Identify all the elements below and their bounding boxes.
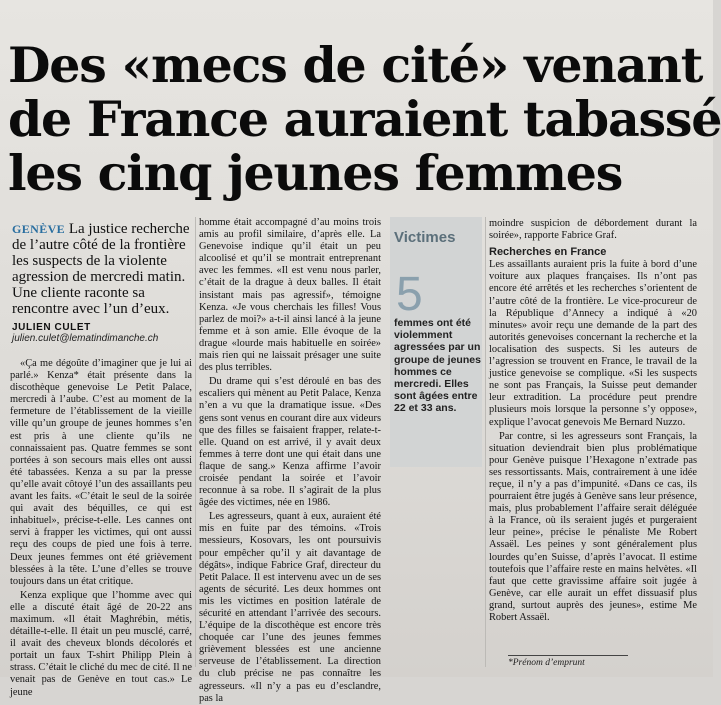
headline-line-1: Des «mecs de cité» venant	[8, 36, 703, 94]
headline	[8, 36, 721, 202]
paragraph: Par contre, si les agresseurs sont Français, la situation deviendrait bien plus problématique pour Genève puisque l’Hexagone n’extrade pas ses ressortissants. Mais, contrairement à une idée reçue, il n’y a pas d’impunité. «Dans ce cas, ils pourraient être jugés à Genève sans leur présence, mais, plus probablement l’affaire serait déléguée à la France, où ils seraient jugés et purgeraient leur peine», précise le pénaliste Me Robert Assaël. Les peines y sont généralement plus lourdes qu’en Suisse, d’après l’avocat. Il estime toutefois que l’affaire reste en mains helvètes. «Il faut que cette gravissime affaire soit jugée à Genève, car elle aurait un effet dissuasif plus grand, surtout auprès des jeunes», estime Me Robert Assaël.	[489, 430, 697, 623]
paragraph: Du drame qui s’est déroulé en bas des escaliers qui mènent au Petit Palace, Kenza n’en a vu que la dramatique issue. «Des gens sont venus en courant dire aux videurs que des filles se faisaient frapper, relate-t-elle. Quand on est arrivé, il y avait deux femmes à terre dont une qui était dans une flaque de sang.» Kenza affirme l’avoir croisée pendant la soirée et l’avoir reconnue à sa robe. Il s’agirait de la plus âgée des victimes, née en 1986.	[199, 376, 381, 509]
column-2	[199, 217, 381, 705]
factbox-title: Victimes	[394, 229, 456, 246]
author-name: JULIEN CULET	[12, 322, 91, 333]
column-divider	[195, 217, 196, 667]
author-email: julien.culet@lematindimanche.ch	[12, 333, 159, 344]
dateline-place: GENÈVE	[12, 222, 66, 236]
column-divider	[485, 217, 486, 667]
paragraph: homme était accompagné d’au moins trois amis au profil similaire, d’après elle. La Genevoise indique qu’il était un peu alcoolisé et qu’il se montrait entreprenant avec les femmes. «Il est venu nous parler, c’était de la drague à deux balles. Il était insistant mais pas agressif», témoigne Kenza. «Je vous cherchais les filles! Vous parlez de moi?» a-t-il ainsi lancé à la jeune femme et à son amie. Elle évoque de la drague «lourde mais habituelle en soirée» mais rien qui ne laissait présager une suite des plus terribles.	[199, 217, 381, 374]
headline-line-3: les cinq jeunes femmes	[8, 144, 623, 202]
column-4	[489, 218, 697, 624]
factbox-number: 5	[396, 268, 423, 321]
subheading: Recherches en France	[489, 246, 607, 259]
paragraph: Les agresseurs, quant à eux, auraient été mis en fuite par des témoins. «Trois messieurs, Kosovars, les ont poursuivis pour empêcher qu’il y ait davantage de dégâts», indique Fabrice Graf, directeur du Petit Palace. Il est intervenu avec un de ses agents de sécurité. Les deux hommes ont mis les victimes en position latérale de sécurité en attendant l’arrivée des secours. L’équipe de la discothèque est encore très choquée car l’une des jeunes femmes grièvement blessées est une ancienne serveuse de l’établissement. La direction du club précise ne pas connaître les agresseurs. «Il n’y a pas eu d’esclandre, pas la	[199, 511, 381, 704]
paragraph: Kenza explique que l’homme avec qui elle a discuté était âgé de 20-22 ans maximum. «Il était Maghrébin, métis, détaille-t-elle. Il était un peu musclé, carré, il avait des cheveux blonds décolorés et portait un faux T-shirt Philipp Plein à strass. C’était le cliché du mec de cité. Il ne venait pas de Genève en tout cas.» Le jeune	[10, 589, 192, 698]
lead-paragraph	[12, 221, 192, 317]
victims-factbox	[390, 217, 482, 467]
lead-text: La justice recherche de l’autre côté de la frontière les suspects de la violente agression de mercredi matin. Une cliente raconte sa rencontre avec l’un d’eux.	[12, 221, 190, 317]
headline-line-2: de France auraient tabassé	[8, 90, 721, 148]
byline	[12, 322, 192, 344]
column-1	[10, 358, 192, 699]
footnote: *Prénom d’emprunt	[508, 655, 628, 668]
paragraph: «Ça me dégoûte d’imaginer que je lui ai parlé.» Kenza* était présente dans la discothèque genevoise Le Petit Palace, mercredi à l’aube. C’est au moment de la fermeture de l’établissement de la vieille ville qu’un groupe de jeunes hommes s’en est pris à une cliente qu’ils ne connaissaient pas. Quatre femmes se sont portées à son secours mais elles ont aussi été tabassées. Kenza a su par la presse qu’elle avait côtoyé l’un des assaillants peu avant les faits. «C’était le seul de la soirée qui avait des béquilles, ce qui est inhabituel», précise-t-elle. Les cannes ont servi à frapper les victimes, qui ont aussi reçu des coups de pied une fois à terre. Deux jeunes femmes ont été grièvement blessées à la tête. L’une d’elles se trouve toujours dans un état critique.	[10, 358, 192, 587]
paragraph: Les assaillants auraient pris la fuite à bord d’une voiture aux plaques françaises. Ils n’ont pas encore été arrêtés et les recherches s’orientent de l’autre côté de la frontière. Le vice-procureur de la République d’Annecy a indiqué à «20 minutes» avoir reçu une demande de la part des autorités genevoises concernant la recherche et la localisation des suspects. Si les auteurs de l’agression se trouvent en France, le travail de la justice genevoise se complique. «Si les suspects ne sont pas Français, la Suisse peut demander leur extradition. La procédure peut prendre plusieurs mois lorsque la personne s’y oppose», explique l’avocat genevois Me Bernard Nuzzo.	[489, 259, 697, 428]
factbox-text: femmes ont été violemment agressées par un groupe de jeunes hommes ce mercredi. Elles sont âgées entre 22 et 33 ans.	[394, 317, 481, 415]
paragraph: moindre suspicion de débordement durant la soirée», rapporte Fabrice Graf.	[489, 218, 697, 242]
